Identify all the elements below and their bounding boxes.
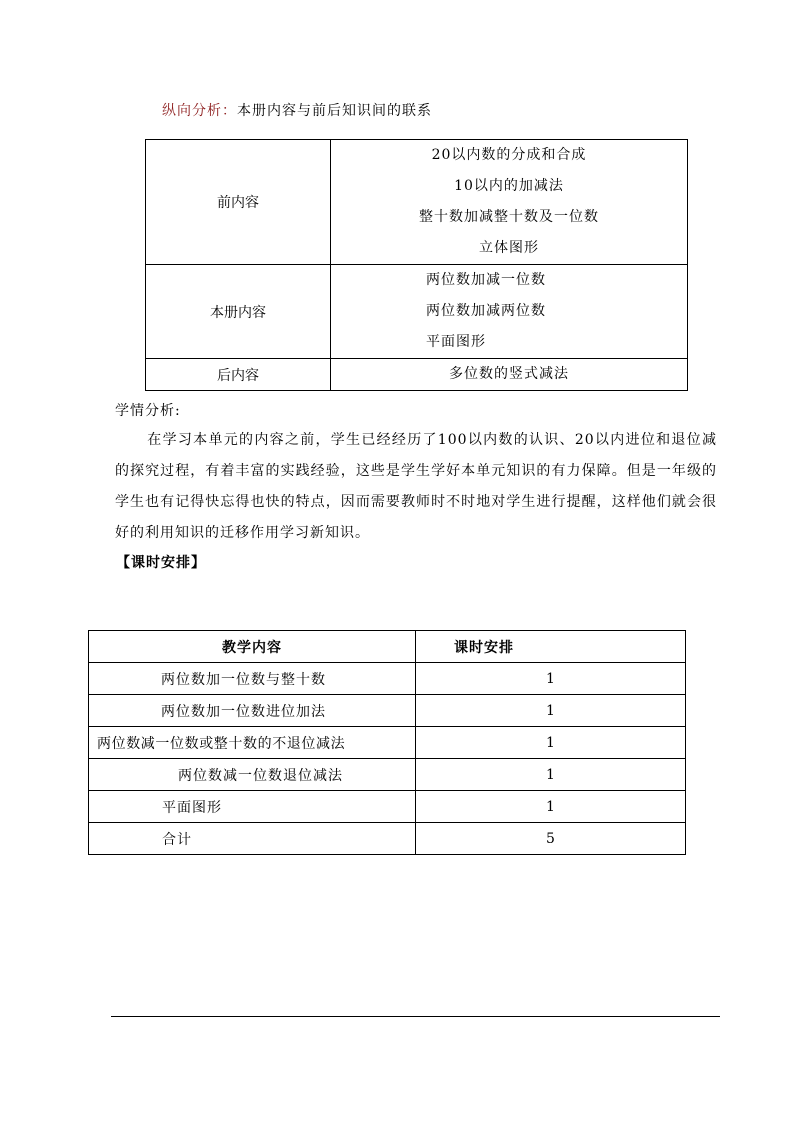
list-item: 平面图形 — [426, 334, 486, 350]
schedule-content: 两位数减一位数或整十数的不退位减法 — [89, 727, 416, 759]
table-row — [89, 695, 686, 727]
schedule-hours: 1 — [416, 759, 686, 791]
schedule-hours: 5 — [416, 823, 686, 855]
schedule-content: 平面图形 — [89, 791, 416, 823]
list-item: 立体图形 — [479, 240, 539, 256]
table-row — [89, 823, 686, 855]
table-row — [146, 140, 688, 265]
list-item: 多位数的竖式减法 — [449, 366, 569, 382]
row-label-previous: 前内容 — [146, 140, 331, 265]
schedule-content: 两位数加一位数进位加法 — [89, 695, 416, 727]
paragraph-text: 在学习本单元的内容之前，学生已经经历了100以内数的认识、20以内进位和退位减的探究过程，有着丰富的实践经验，这些是学生学好本单元知识的有力保障。但是一年级的学生也有记得快忘得也快的特点，因而需要教师时不时地对学生进行提醒，这样他们就会很好的利用知识的迁移作用学习新知识。 — [115, 432, 717, 541]
list-item: 20以内数的分成和合成 — [431, 147, 587, 163]
header-hours: 课时安排 — [416, 631, 686, 663]
current-items — [331, 265, 688, 359]
list-item: 两位数加减两位数 — [426, 303, 546, 319]
vertical-analysis-text: 本册内容与前后知识间的联系 — [237, 103, 432, 119]
relation-table — [145, 139, 688, 391]
table-row — [89, 791, 686, 823]
schedule-content: 两位数加一位数与整十数 — [89, 663, 416, 695]
table-row — [89, 759, 686, 791]
learning-analysis-title: 学情分析: — [115, 403, 181, 419]
table-row — [146, 265, 688, 359]
row-label-next: 后内容 — [146, 359, 331, 391]
schedule-hours: 1 — [416, 695, 686, 727]
table-row — [89, 727, 686, 759]
learning-analysis-paragraph — [115, 425, 717, 549]
schedule-content: 两位数减一位数退位减法 — [89, 759, 416, 791]
list-item: 整十数加减整十数及一位数 — [419, 209, 599, 225]
vertical-analysis-heading — [162, 100, 432, 120]
table-row — [89, 663, 686, 695]
schedule-table — [88, 630, 686, 855]
schedule-content: 合计 — [89, 823, 416, 855]
schedule-hours: 1 — [416, 727, 686, 759]
list-item: 两位数加减一位数 — [426, 272, 546, 288]
row-label-current: 本册内容 — [146, 265, 331, 359]
heading-colon: ： — [222, 103, 237, 119]
previous-items — [331, 140, 688, 265]
footer-divider — [111, 1016, 720, 1017]
schedule-hours: 1 — [416, 791, 686, 823]
header-content: 教学内容 — [89, 631, 416, 663]
vertical-analysis-label: 纵向分析 — [162, 103, 222, 119]
list-item: 10以内的加减法 — [454, 178, 564, 194]
table-row — [146, 359, 688, 391]
schedule-hours: 1 — [416, 663, 686, 695]
table-header-row — [89, 631, 686, 663]
next-items — [331, 359, 688, 391]
schedule-title: 【课时安排】 — [116, 555, 206, 571]
